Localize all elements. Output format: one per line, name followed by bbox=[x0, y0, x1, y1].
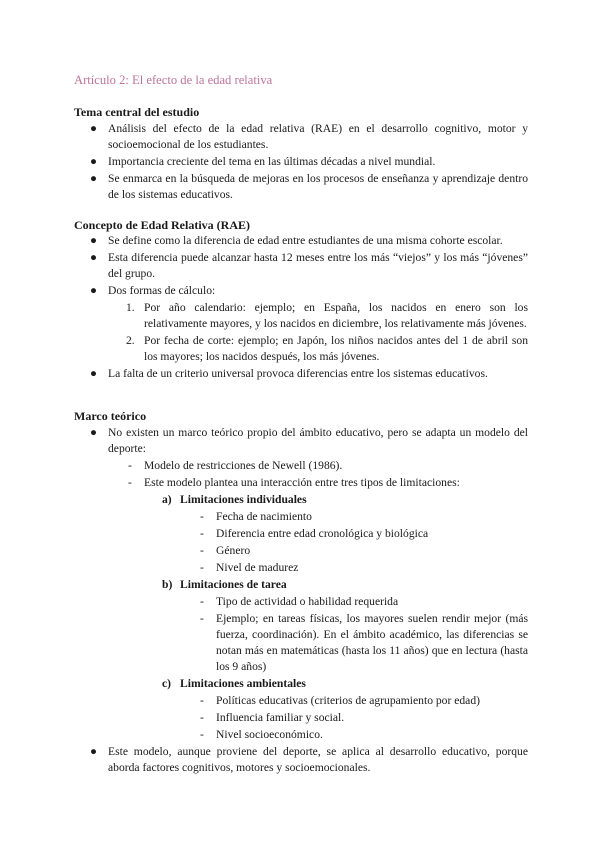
limit-heading-tarea: b) Limitaciones de tarea bbox=[162, 578, 287, 591]
list-item: - Influencia familiar y social. bbox=[200, 711, 345, 724]
bullet-icon: ● bbox=[90, 251, 98, 264]
bullet-icon: ● bbox=[90, 745, 98, 758]
bullet-icon: ● bbox=[90, 234, 98, 247]
dash-icon: - bbox=[200, 561, 204, 574]
list-item: ● Se enmarca en la búsqueda de mejoras en los procesos de enseñanza y aprendizaje dentro de los sistemas educativos. bbox=[90, 172, 528, 201]
bullet-icon: ● bbox=[90, 172, 98, 185]
list-item: ● Importancia creciente del tema en las últimas décadas a nivel mundial. bbox=[90, 155, 436, 168]
limit-heading-individual: a) Limitaciones individuales bbox=[162, 493, 307, 506]
article-title: Artículo 2: El efecto de la edad relativa bbox=[74, 73, 273, 87]
section-heading-marco: Marco teórico bbox=[74, 409, 147, 423]
dash-icon: - bbox=[128, 476, 132, 489]
list-item: - Género bbox=[200, 544, 251, 557]
list-item: ● La falta de un criterio universal provoca diferencias entre los sistemas educativos. bbox=[90, 367, 488, 380]
marco-bullet-list bbox=[0, 425, 600, 777]
list-item: - Nivel socioeconómico. bbox=[200, 728, 323, 741]
dash-icon: - bbox=[200, 728, 204, 741]
concepto-bullet-list bbox=[0, 233, 600, 383]
list-item: ● Este modelo, aunque proviene del deporte, se aplica al desarrollo educativo, porque aborda factores cognitivos, motores y socioemocionales. bbox=[90, 745, 528, 774]
list-item: - Este modelo plantea una interacción entre tres tipos de limitaciones: bbox=[128, 476, 460, 489]
section-heading-tema: Tema central del estudio bbox=[74, 105, 200, 119]
list-item: 1. Por año calendario: ejemplo; en España, los nacidos en enero son los relativamente mayores, y los nacidos en diciembre, los relativamente más jóvenes. bbox=[126, 301, 528, 330]
bullet-icon: ● bbox=[90, 155, 98, 168]
dash-icon: - bbox=[200, 510, 204, 523]
dash-icon: - bbox=[200, 694, 204, 707]
list-item: 2. Por fecha de corte: ejemplo; en Japón, los niños nacidos antes del 1 de abril son los mayores; los nacidos después, los más jóvenes. bbox=[126, 334, 528, 363]
bullet-icon: ● bbox=[90, 122, 98, 135]
list-item: - Tipo de actividad o habilidad requerida bbox=[200, 595, 399, 608]
dash-icon: - bbox=[128, 459, 132, 472]
list-item: - Ejemplo; en tareas físicas, los mayores suelen rendir mejor (más fuerza, coordinación). En el ámbito académico, las diferencias se notan más en matemáticas (hasta los 11 años) que en lectura (hasta los 9 años) bbox=[200, 612, 528, 673]
list-item: ● Análisis del efecto de la edad relativa (RAE) en el desarrollo cognitivo, motor y socioemocional de los estudiantes. bbox=[90, 122, 528, 151]
tema-bullet-list bbox=[0, 121, 600, 204]
bullet-icon: ● bbox=[90, 284, 98, 297]
dash-icon: - bbox=[200, 711, 204, 724]
list-item: ● Se define como la diferencia de edad entre estudiantes de una misma cohorte escolar. bbox=[90, 234, 503, 247]
bullet-icon: ● bbox=[90, 367, 98, 380]
list-item: - Diferencia entre edad cronológica y biológica bbox=[200, 527, 429, 540]
dash-icon: - bbox=[200, 612, 204, 625]
list-item: - Nivel de madurez bbox=[200, 561, 299, 574]
section-heading-concepto: Concepto de Edad Relativa (RAE) bbox=[74, 218, 250, 232]
bullet-icon: ● bbox=[90, 426, 98, 439]
list-item: ● Esta diferencia puede alcanzar hasta 12 meses entre los más “viejos” y los más “jóvenes” del grupo. bbox=[90, 251, 528, 280]
dash-icon: - bbox=[200, 527, 204, 540]
list-item: - Fecha de nacimiento bbox=[200, 510, 312, 523]
list-item: ● No existen un marco teórico propio del ámbito educativo, pero se adapta un modelo del deporte: bbox=[90, 426, 528, 455]
list-item: - Políticas educativas (criterios de agrupamiento por edad) bbox=[200, 694, 480, 707]
limit-heading-ambiental: c) Limitaciones ambientales bbox=[162, 677, 306, 690]
list-item: - Modelo de restricciones de Newell (1986). bbox=[128, 459, 343, 472]
dash-icon: - bbox=[200, 544, 204, 557]
list-item: ● Dos formas de cálculo: bbox=[90, 284, 216, 297]
dash-icon: - bbox=[200, 595, 204, 608]
